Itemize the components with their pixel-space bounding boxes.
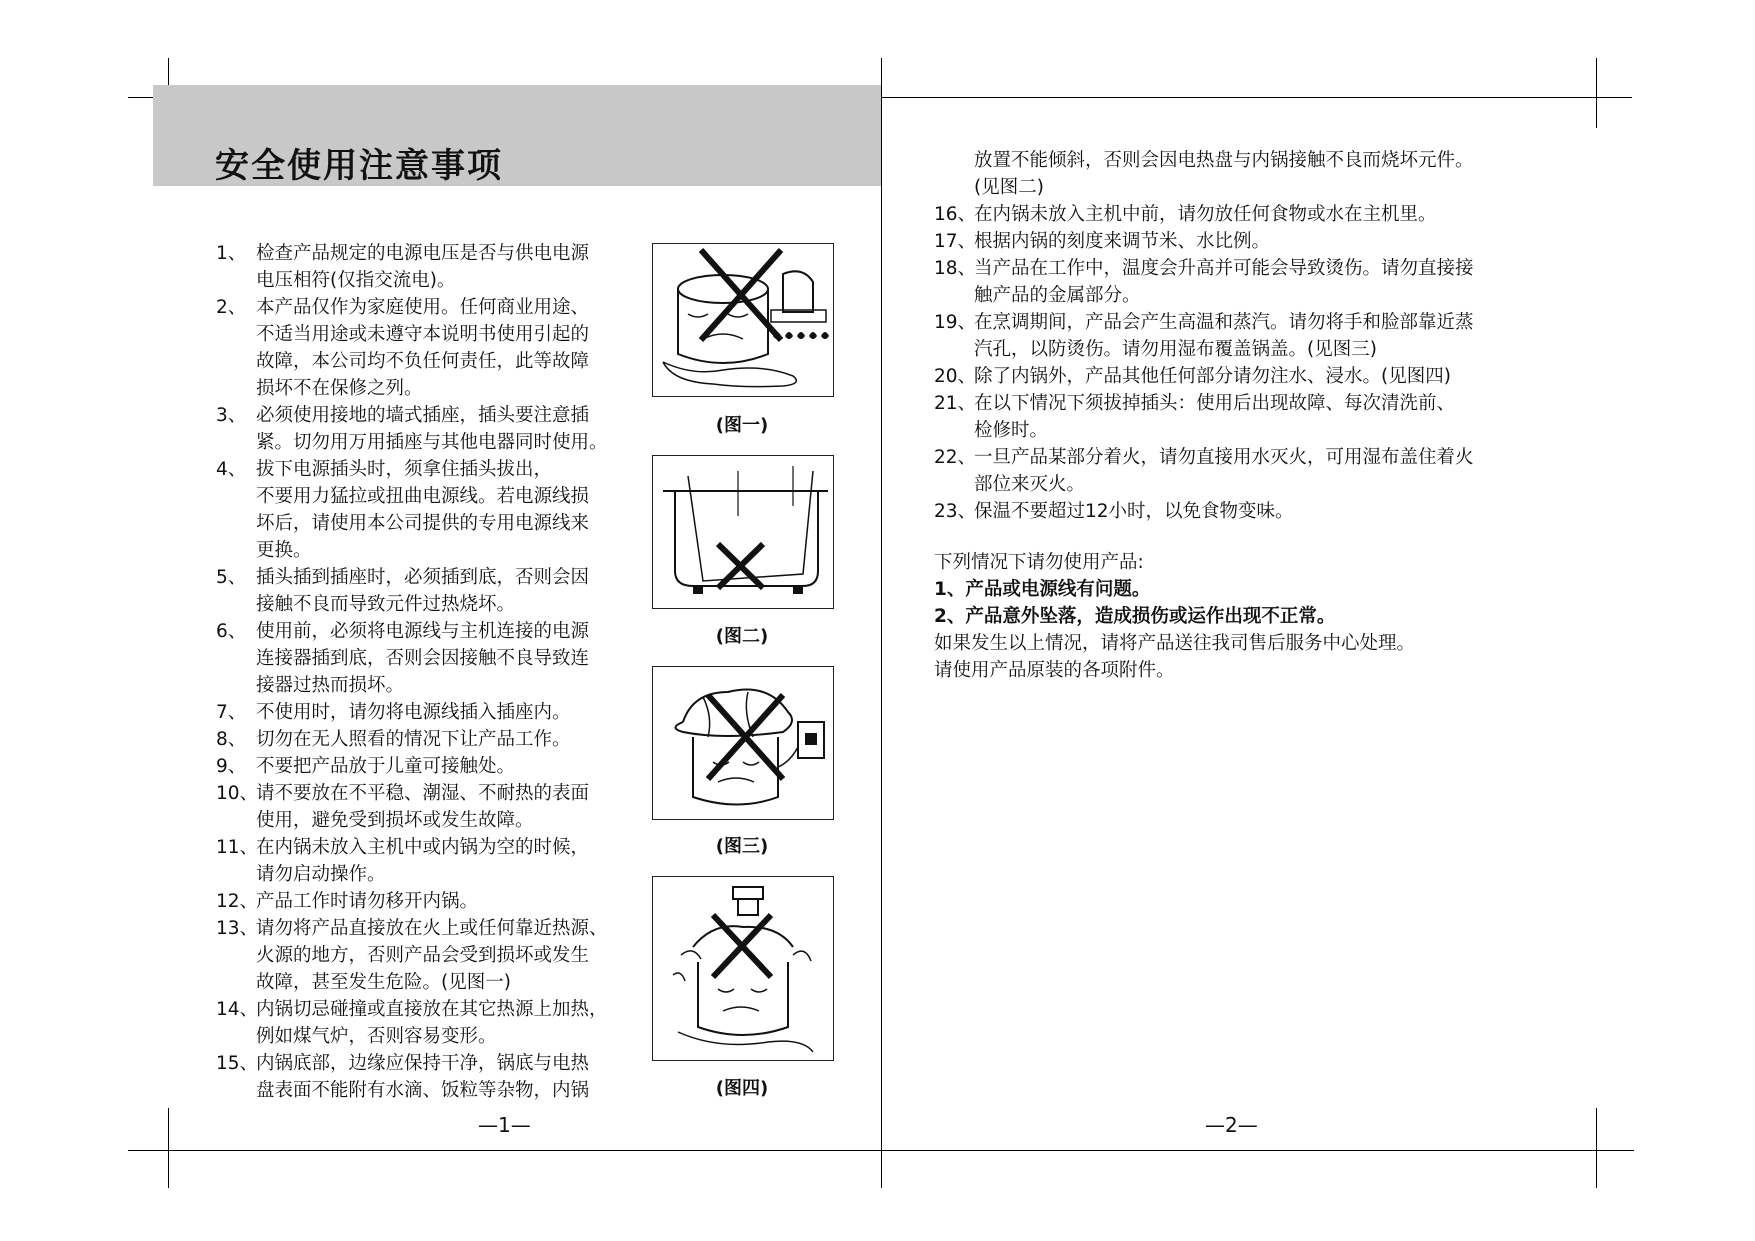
list-item [216,753,656,780]
figure-1-caption: (图一) [715,415,769,436]
page-number-right: —2— [1205,1113,1258,1137]
item-line: 电压相符(仅指交流电)。 [256,270,456,291]
item-line: 拔下电源插头时，须拿住插头拔出， [256,459,553,480]
item-number: 8、 [216,729,247,750]
item-number: 18、 [934,258,977,279]
item-line: 部位来灭火。 [974,474,1086,495]
item-number: 17、 [934,231,977,252]
item-line: 放置不能倾斜，否则会因电热盘与内锅接触不良而烧坏元件。 [974,150,1474,171]
item-line: 切勿在无人照看的情况下让产品工作。 [256,729,571,750]
item-line: 接器过热而损坏。 [256,675,405,696]
item-number: 16、 [934,204,977,225]
item-line: 连接器插到底，否则会因接触不良导致连 [256,648,590,669]
item-line: 在内锅未放入主机中前，请勿放任何食物或水在主机里。 [974,204,1437,225]
list-item [216,915,656,996]
item-line: 除了内锅外，产品其他任何部分请勿注水、浸水。(见图四) [974,366,1451,387]
crop-mark [168,1108,169,1188]
item-number: 23、 [934,501,977,522]
list-item [934,147,1574,201]
figure-3-caption: (图三) [715,836,769,857]
item-line: 请勿将产品直接放在火上或任何靠近热源、 [256,918,608,939]
list-item [216,726,656,753]
covered-lid-illustration [653,667,833,819]
item-number: 11、 [216,837,259,858]
item-line: 检修时。 [974,420,1049,441]
item-line: 当产品在工作中，温度会升高并可能会导致烫伤。请勿直接接 [974,258,1474,279]
item-line: 使用前，必须将电源线与主机连接的电源 [256,621,590,642]
item-number: 21、 [934,393,977,414]
item-line: 保温不要超过12小时，以免食物变味。 [974,501,1294,522]
list-item [216,888,656,915]
notice-line: 如果发生以上情况，请将产品送往我司售后服务中心处理。 [934,633,1416,654]
right-page-list [934,147,1574,684]
figure-4-caption: (图四) [715,1078,769,1099]
item-line: 一旦产品某部分着火，请勿直接用水灭火，可用湿布盖住着火 [974,447,1474,468]
water-immersion-illustration [653,877,833,1060]
item-line: 不适当用途或未遵守本说明书使用引起的 [256,324,590,345]
item-line: 损坏不在保修之列。 [256,378,423,399]
item-line: 必须使用接地的墙式插座，插头要注意插 [256,405,590,426]
list-item [216,456,656,564]
crop-mark [1596,58,1597,128]
page-number-left: —1— [478,1113,531,1137]
item-line: 不要用力猛拉或扭曲电源线。若电源线损 [256,486,590,507]
item-line: 接触不良而导致元件过热烧坏。 [256,594,516,615]
list-item [934,498,1574,525]
list-item [934,363,1574,390]
figure-4 [652,876,834,1061]
item-line: 在以下情况下须拔掉插头：使用后出现故障、每次清洗前、 [974,393,1456,414]
item-number: 15、 [216,1053,259,1074]
item-line: 盘表面不能附有水滴、饭粒等杂物，内锅 [256,1080,590,1101]
item-line: 更换。 [256,540,312,561]
item-line: 坏后，请使用本公司提供的专用电源线来 [256,513,590,534]
item-number: 9、 [216,756,247,777]
item-line: (见图二) [974,177,1044,198]
item-line: 汽孔，以防烫伤。请勿用湿布覆盖锅盖。(见图三) [974,339,1377,360]
list-item [216,996,656,1050]
list-item [216,780,656,834]
list-item [934,228,1574,255]
item-line: 不使用时，请勿将电源线插入插座内。 [256,702,571,723]
item-line: 故障，甚至发生危险。(见图一) [256,972,511,993]
item-number: 6、 [216,621,247,642]
item-number: 1、 [216,243,247,264]
list-item [216,699,656,726]
crop-mark [881,97,1631,98]
list-item [216,240,656,294]
item-line: 产品工作时请勿移开内锅。 [256,891,479,912]
item-line: 故障，本公司均不负任何责任，此等故障 [256,351,590,372]
crop-mark [881,58,882,1188]
figure-1 [652,243,834,397]
item-line: 请不要放在不平稳、潮湿、不耐热的表面 [256,783,590,804]
item-line: 在烹调期间，产品会产生高温和蒸汽。请勿将手和脸部靠近蒸 [974,312,1474,333]
item-line: 在内锅未放入主机中或内锅为空的时候， [256,837,590,858]
item-line: 内锅底部，边缘应保持干净，锅底与电热 [256,1053,590,1074]
tilted-inner-pot-illustration [653,456,833,608]
item-number: 5、 [216,567,247,588]
item-line: 紧。切勿用万用插座与其他电器同时使用。 [256,432,608,453]
item-number: 20、 [934,366,977,387]
item-number: 14、 [216,999,259,1020]
list-item [216,564,656,618]
item-line: 检查产品规定的电源电压是否与供电电源 [256,243,590,264]
notice-intro: 下列情况下请勿使用产品: [934,552,1144,573]
list-item [934,201,1574,228]
item-line: 本产品仅作为家庭使用。任何商业用途、 [256,297,590,318]
notice-bold-item: 1、产品或电源线有问题。 [934,579,1151,600]
page-title: 安全使用注意事项 [215,146,503,186]
item-line: 火源的地方，否则产品会受到损坏或发生 [256,945,590,966]
notice-line: 请使用产品原装的各项附件。 [934,660,1175,681]
crop-mark [168,58,169,86]
item-line: 使用，避免受到损坏或发生故障。 [256,810,534,831]
list-item [934,255,1574,309]
list-item [934,444,1574,498]
item-number: 12、 [216,891,259,912]
crop-mark [1596,97,1632,98]
item-number: 22、 [934,447,977,468]
item-number: 7、 [216,702,247,723]
item-line: 插头插到插座时，必须插到底，否则会因 [256,567,590,588]
item-line: 例如煤气炉，否则容易变形。 [256,1026,497,1047]
cooker-near-fire-illustration [653,244,833,396]
left-page-list [216,240,656,1104]
item-number: 19、 [934,312,977,333]
item-number: 4、 [216,459,247,480]
item-line: 根据内锅的刻度来调节米、水比例。 [974,231,1271,252]
figure-2 [652,455,834,609]
figure-3 [652,666,834,820]
item-number: 2、 [216,297,247,318]
notice-bold-item: 2、产品意外坠落，造成损伤或运作出现不正常。 [934,606,1336,627]
list-item [934,390,1574,444]
list-item [216,1050,656,1104]
crop-mark [1596,1108,1597,1188]
item-number: 13、 [216,918,259,939]
list-item [216,402,656,456]
list-item [216,294,656,402]
item-line: 触产品的金属部分。 [974,285,1141,306]
item-number: 3、 [216,405,247,426]
item-line: 内锅切忌碰撞或直接放在其它热源上加热， [256,999,608,1020]
list-item [216,834,656,888]
item-line: 请勿启动操作。 [256,864,386,885]
item-number: 10、 [216,783,259,804]
figure-2-caption: (图二) [715,626,769,647]
crop-mark [128,97,154,98]
right-items [934,147,1574,525]
list-item [934,309,1574,363]
item-line: 不要把产品放于儿童可接触处。 [256,756,516,777]
crop-mark [128,1150,1634,1151]
list-item [216,618,656,699]
